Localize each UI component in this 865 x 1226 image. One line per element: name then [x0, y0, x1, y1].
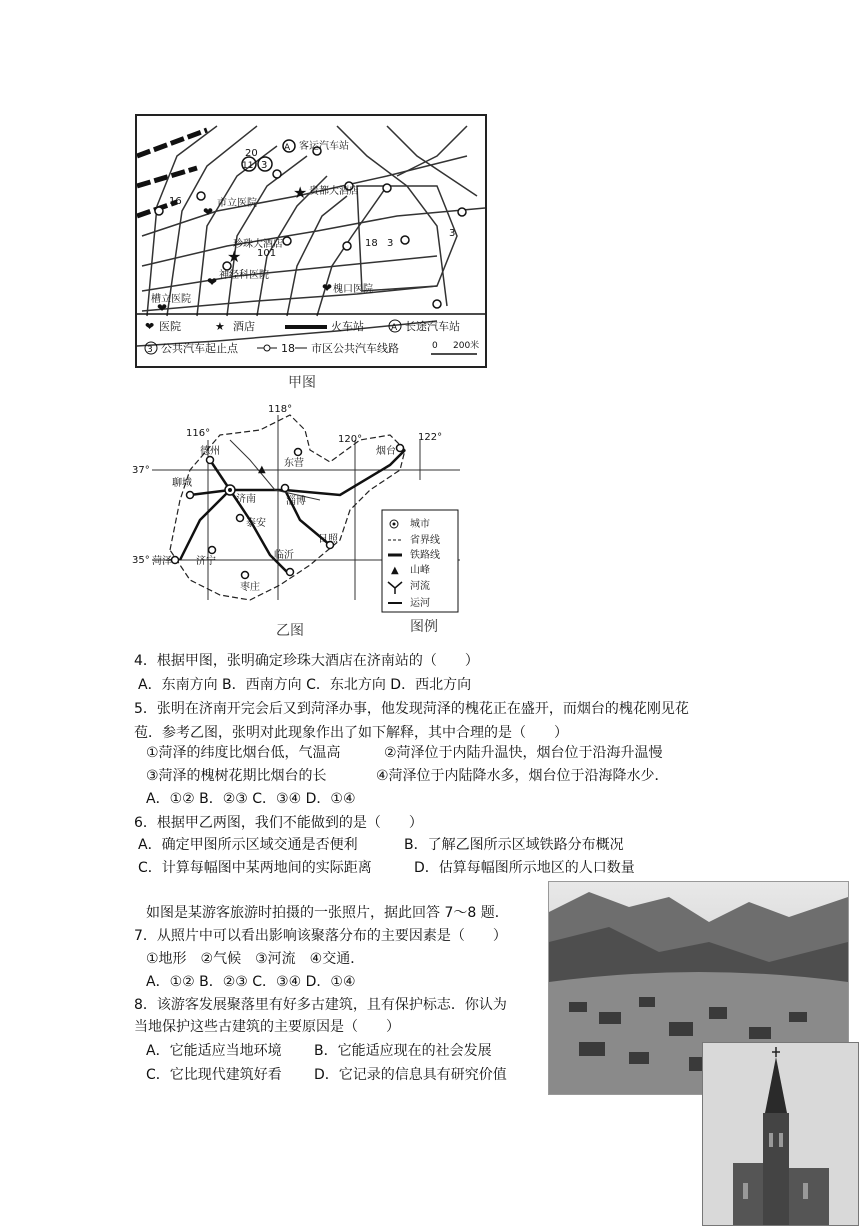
svg-text:20: 20: [245, 148, 258, 159]
svg-text:枣庄: 枣庄: [240, 582, 260, 593]
svg-text:116°: 116°: [186, 428, 211, 439]
svg-text:聊城: 聊城: [172, 478, 192, 489]
svg-text:市立医院: 市立医院: [217, 198, 257, 209]
map-yi-legend-caption: 图例: [410, 619, 438, 635]
svg-text:0: 0: [432, 341, 438, 351]
question-8-line2: 当地保护这些古建筑的主要原因是（ ）: [134, 1019, 400, 1035]
svg-text:118°: 118°: [268, 404, 293, 415]
map-jia-caption: 甲图: [288, 375, 316, 391]
svg-text:37°: 37°: [132, 465, 150, 476]
question-4-options: A．东南方向 B．西南方向 C．东北方向 D．西北方向: [138, 677, 472, 693]
svg-text:槐口医院: 槐口医院: [333, 284, 373, 295]
svg-text:101: 101: [257, 248, 277, 259]
question-8-line1: 8．该游客发展聚落里有好多古建筑，且有保护标志．你认为: [134, 997, 507, 1013]
map-yi-drawing: [130, 400, 470, 615]
svg-text:火车站: 火车站: [331, 320, 364, 333]
svg-text:德州: 德州: [200, 446, 220, 457]
question-8-option-a: A．它能适应当地环境: [146, 1043, 282, 1059]
svg-text:18: 18: [365, 238, 378, 249]
hospital-icon: ❤: [322, 281, 333, 295]
svg-text:酒店: 酒店: [233, 320, 255, 333]
svg-text:槽立医院: 槽立医院: [151, 294, 191, 305]
question-5-statement-2: ②菏泽位于内陆升温快，烟台位于沿海升温慢: [384, 745, 663, 761]
question-8-option-c: C．它比现代建筑好看: [146, 1067, 282, 1083]
svg-text:▲: ▲: [258, 464, 266, 475]
hospital-icon: ❤: [203, 205, 214, 219]
question-5-statement-3: ③菏泽的槐树花期比烟台的长: [146, 768, 327, 784]
question-6-option-a: A．确定甲图所示区域交通是否便利: [138, 837, 358, 853]
svg-text:铁路线: 铁路线: [410, 550, 440, 561]
svg-text:临沂: 临沂: [274, 550, 294, 561]
question-5-statement-1: ①菏泽的纬度比烟台低，气温高: [146, 745, 341, 761]
svg-text:3: 3: [449, 228, 456, 239]
svg-text:200米: 200米: [453, 341, 480, 351]
svg-text:35°: 35°: [132, 555, 150, 566]
svg-text:河流: 河流: [410, 581, 430, 592]
svg-text:122°: 122°: [418, 432, 443, 443]
question-5-statement-4: ④菏泽位于内陆降水多，烟台位于沿海降水少．: [376, 768, 669, 784]
map-yi: [130, 400, 470, 615]
hospital-icon: ❤: [157, 301, 168, 315]
map-yi-caption: 乙图: [276, 623, 304, 639]
svg-text:神经科医院: 神经科医院: [219, 270, 269, 281]
svg-text:公共汽车起止点: 公共汽车起止点: [161, 342, 238, 355]
svg-text:省界线: 省界线: [410, 535, 440, 546]
svg-text:城市: 城市: [410, 519, 430, 530]
svg-text:❤: ❤: [145, 320, 155, 333]
question-6-option-d: D．估算每幅图所示地区的人口数量: [414, 860, 635, 876]
question-6-option-b: B．了解乙图所示区域铁路分布概况: [404, 837, 624, 853]
question-8-option-b: B．它能适应现在的社会发展: [314, 1043, 492, 1059]
svg-text:A: A: [391, 323, 398, 333]
svg-text:3: 3: [261, 160, 268, 171]
question-5-line1: 5．张明在济南开完会后又到菏泽办事，他发现菏泽的槐花正在盛开，而烟台的槐花刚见花: [134, 701, 689, 717]
svg-text:18: 18: [281, 342, 295, 355]
svg-text:淄博: 淄博: [286, 496, 306, 507]
svg-text:山峰: 山峰: [410, 565, 430, 576]
svg-text:烟台: 烟台: [376, 446, 396, 457]
svg-text:贵都大酒店: 贵都大酒店: [309, 186, 359, 197]
question-8-option-d: D．它记录的信息具有研究价值: [314, 1067, 507, 1083]
map-jia-drawing: [137, 116, 485, 366]
svg-text:运河: 运河: [410, 598, 430, 609]
church-photo: [702, 1042, 859, 1226]
svg-text:泰安: 泰安: [246, 518, 266, 529]
svg-text:医院: 医院: [159, 320, 181, 333]
hospital-icon: ❤: [207, 275, 218, 289]
svg-text:日照: 日照: [318, 534, 338, 545]
svg-text:济宁: 济宁: [196, 556, 216, 567]
svg-text:菏泽: 菏泽: [152, 556, 172, 567]
svg-text:A: A: [284, 143, 291, 153]
question-7-items: ①地形 ②气候 ③河流 ④交通．: [146, 951, 365, 967]
hotel-star-icon: ★: [293, 183, 308, 202]
svg-text:3: 3: [147, 345, 153, 355]
svg-text:东营: 东营: [284, 458, 304, 469]
svg-text:11: 11: [242, 161, 254, 171]
question-6-option-c: C．计算每幅图中某两地间的实际距离: [138, 860, 372, 876]
question-5-line2: 苞．参考乙图，张明对此现象作出了如下解释，其中合理的是（ ）: [134, 725, 568, 741]
svg-text:3: 3: [387, 238, 394, 249]
svg-text:▲: ▲: [391, 565, 399, 576]
question-4: 4．根据甲图，张明确定珍珠大酒店在济南站的（ ）: [134, 653, 479, 669]
svg-text:济南: 济南: [236, 494, 256, 505]
svg-text:珍珠大酒店: 珍珠大酒店: [233, 239, 283, 250]
question-7-options: A．①② B．②③ C．③④ D．①④: [146, 974, 356, 990]
hotel-star-icon: ★: [227, 247, 242, 266]
question-7: 7．从照片中可以看出影响该聚落分布的主要因素是（ ）: [134, 928, 507, 944]
svg-text:★: ★: [215, 320, 225, 333]
svg-text:16: 16: [169, 196, 182, 207]
question-5-options: A．①② B．②③ C．③④ D．①④: [146, 791, 356, 807]
intro-7-8: 如图是某游客旅游时拍摄的一张照片，据此回答 7～8 题．: [146, 905, 509, 921]
question-6: 6．根据甲乙两图，我们不能做到的是（ ）: [134, 815, 423, 831]
svg-text:120°: 120°: [338, 434, 363, 445]
map-jia: [135, 114, 487, 368]
svg-text:长途汽车站: 长途汽车站: [405, 320, 460, 333]
svg-text:市区公共汽车线路: 市区公共汽车线路: [311, 342, 399, 355]
svg-text:客运汽车站: 客运汽车站: [299, 141, 349, 152]
